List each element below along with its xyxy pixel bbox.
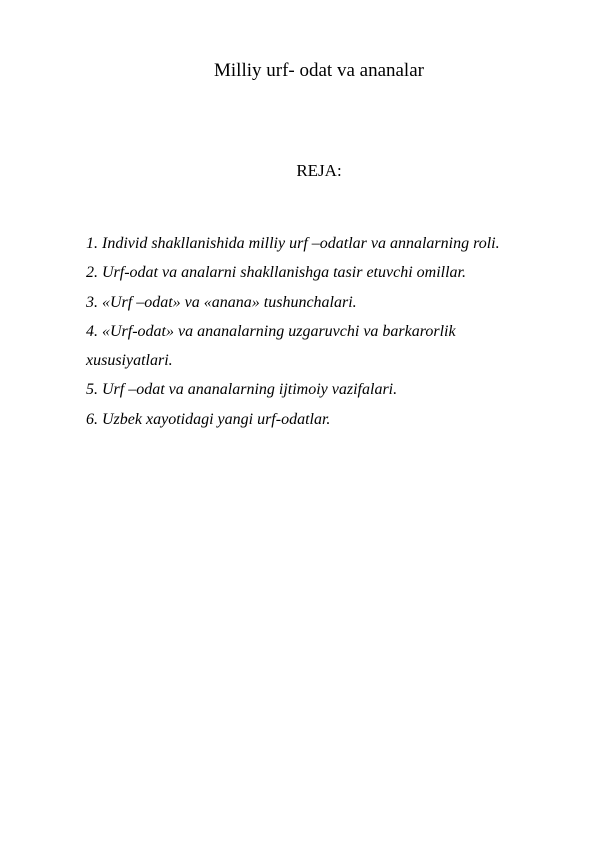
plan-item: 1. Individ shakllanishida milliy urf –odatlar va annalarning roli. <box>86 235 500 252</box>
plan-item: 3. «Urf –odat» va «anana» tushunchalari. <box>86 293 357 311</box>
document-title: Milliy urf- odat va ananalar <box>214 60 424 81</box>
plan-item: 4. «Urf-odat» va ananalarning uzgaruvchi va barkarorlik xususiyatlari. <box>86 322 456 370</box>
plan-item: 5. Urf –odat va ananalarning ijtimoiy vazifalari. <box>86 381 398 399</box>
plan-heading: REJA: <box>296 161 342 180</box>
plan-item: 6. Uzbek xayotidagi yangi urf-odatlar. <box>86 410 331 428</box>
plan-list <box>86 229 526 434</box>
plan-item: 2. Urf-odat va analarni shakllanishga tasir etuvchi omillar. <box>86 264 466 282</box>
